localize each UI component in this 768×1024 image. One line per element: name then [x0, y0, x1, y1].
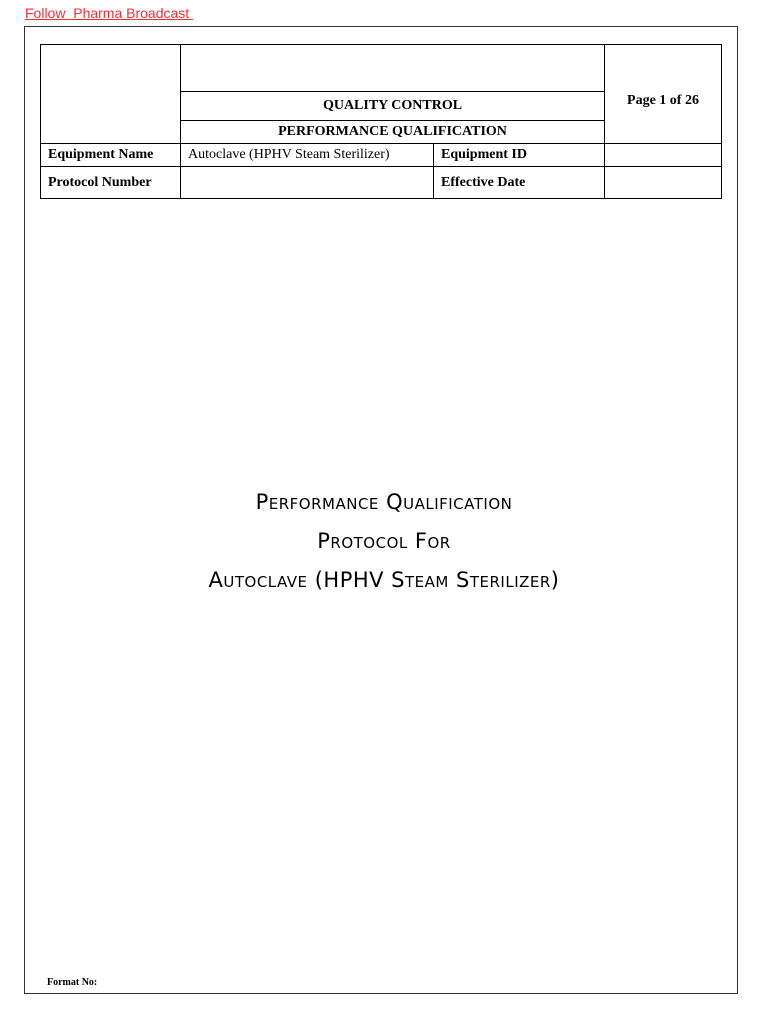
- document-header-table: [40, 44, 722, 199]
- equipment-name-label: Equipment Name: [41, 144, 181, 167]
- department-title: QUALITY CONTROL: [181, 92, 605, 121]
- document-type-title: PERFORMANCE QUALIFICATION: [181, 121, 605, 144]
- protocol-number-value: [181, 167, 434, 199]
- title-line-2: Protocol For: [317, 529, 451, 553]
- logo-cell: [41, 45, 181, 144]
- effective-date-value: [605, 167, 722, 199]
- format-number-label: Format No:: [47, 977, 98, 988]
- equipment-id-value: [605, 144, 722, 167]
- effective-date-label: Effective Date: [434, 167, 605, 199]
- page-number: Page 1 of 26: [605, 45, 722, 144]
- follow-pharma-broadcast-link[interactable]: Follow Pharma Broadcast: [25, 5, 194, 21]
- equipment-name-value: Autoclave (HPHV Steam Sterilizer): [181, 144, 434, 167]
- equipment-id-label: Equipment ID: [434, 144, 605, 167]
- company-name-cell: [181, 45, 605, 92]
- protocol-title: [0, 484, 768, 601]
- protocol-number-label: Protocol Number: [41, 167, 181, 199]
- title-line-3: Autoclave (HPHV Steam Sterilizer): [208, 568, 560, 592]
- title-line-1: Performance Qualification: [255, 490, 513, 514]
